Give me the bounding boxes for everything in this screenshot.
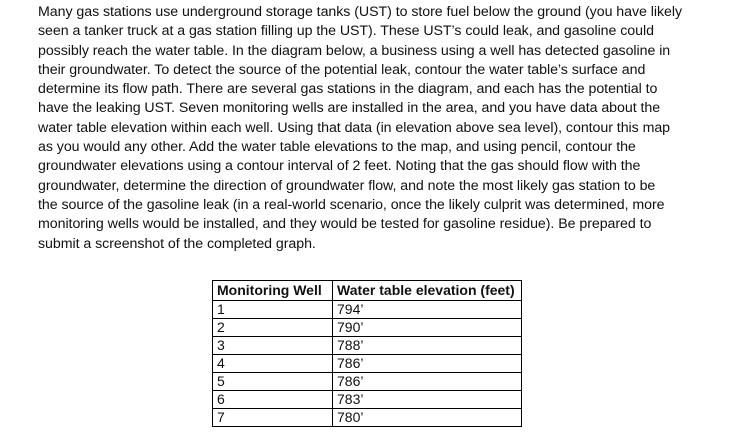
table-row — [213, 355, 522, 373]
well-number-cell: 7 — [213, 409, 333, 427]
paragraph-line: have the leaking UST. Seven monitoring wells are installed in the area, and you have data about the — [38, 100, 661, 117]
elevation-cell: 786’ — [333, 355, 522, 373]
header-water-table-elevation: Water table elevation (feet) — [333, 281, 522, 301]
paragraph-line: groundwater, determine the direction of groundwater flow, and note the most likely gas station to be — [38, 177, 656, 194]
well-number-cell: 5 — [213, 373, 333, 391]
paragraph-line: groundwater elevations using a contour interval of 2 feet. Noting that the gas should flow with the — [38, 158, 641, 175]
well-number-cell: 1 — [213, 301, 333, 319]
paragraph-line: submit a screenshot of the completed graph. — [38, 235, 316, 252]
elevation-cell: 790’ — [333, 319, 522, 337]
well-number-cell: 4 — [213, 355, 333, 373]
elevation-cell: 788’ — [333, 337, 522, 355]
elevation-cell: 783’ — [333, 391, 522, 409]
table-row — [213, 301, 522, 319]
table-row — [213, 373, 522, 391]
header-monitoring-well: Monitoring Well — [213, 281, 333, 301]
elevation-cell: 786’ — [333, 373, 522, 391]
well-number-cell: 3 — [213, 337, 333, 355]
paragraph-line: seen a tanker truck at a gas station filling up the UST). These UST’s could leak, and gasoline could — [38, 23, 654, 40]
instructions-paragraph — [38, 3, 722, 254]
well-number-cell: 2 — [213, 319, 333, 337]
paragraph-line: determine its flow path. There are several gas stations in the diagram, and each has the potential to — [38, 81, 658, 98]
paragraph-line: Many gas stations use underground storage tanks (UST) to store fuel below the ground (you have likely — [38, 4, 682, 20]
elevation-cell: 794’ — [333, 301, 522, 319]
paragraph-line: as you would any other. Add the water table elevations to the map, and using pencil, contour the — [38, 139, 636, 156]
water-table-elevation-table — [212, 280, 522, 427]
table-row — [213, 337, 522, 355]
paragraph-line: water table elevation within each well. Using that data (in elevation above sea level), contour this map — [38, 119, 671, 136]
elevation-cell: 780’ — [333, 409, 522, 427]
paragraph-line: possibly reach the water table. In the diagram below, a business using a well has detected gasoline in — [38, 42, 671, 59]
table-row — [213, 409, 522, 427]
table-row — [213, 319, 522, 337]
paragraph-line: their groundwater. To detect the source of the potential leak, contour the water table’s surface and — [38, 61, 646, 78]
paragraph-line: the source of the gasoline leak (in a real-world scenario, once the likely culprit was determined, more — [38, 196, 665, 213]
table-row — [213, 391, 522, 409]
table-header-row — [213, 281, 522, 301]
well-number-cell: 6 — [213, 391, 333, 409]
paragraph-line: monitoring wells would be installed, and they would be tested for gasoline residue). Be prepared to — [38, 216, 652, 233]
